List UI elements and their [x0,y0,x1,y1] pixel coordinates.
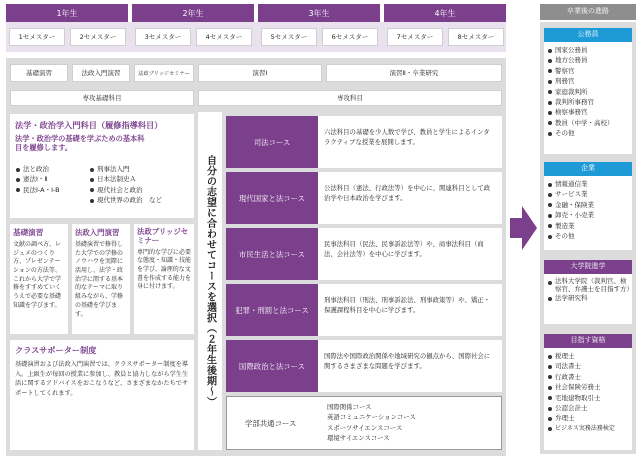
list-item: 検察事務官 [548,107,632,117]
list-item: 刑務官 [548,76,632,86]
common-course-box [226,396,502,450]
semester-4: 4セメスター [196,28,252,46]
list-item: 刑事法入門 [90,164,190,174]
common-course-name: 学部共通コース [245,418,297,428]
intro-seminar-text: 基礎演習で修得した大学での学修のノウハウを実際に活用し、法学・政治学に関する基本的なテーマに取り組みながら、学修の基礎を学びます。 [75,241,124,318]
career-grad-title: 大学院進学 [544,260,632,274]
class-supporter-text: 基礎演習および法政入門演習では、クラスサポーター制度を導入。上級生が毎回の授業に参加し、教員と協力しながら学生生活に関するアドバイスをおこなうなど、さまざまなかたちでサポートしてくれます。 [15,361,189,397]
course-judicial-desc: 六法科目の基礎を少人数で学び、教員と学生によるインタラクティブな授業を展開します。 [318,116,502,168]
list-item: 日本法制史Ａ [90,174,190,184]
list-item: サービス業 [548,189,632,199]
bridge-seminar-desc [134,224,194,334]
semester-7: 7セメスター [387,28,443,46]
list-item: 国家公務員 [548,45,632,55]
list-item: ビジネス実務法務検定 [548,424,632,434]
list-item: 国際関係コース [327,403,372,411]
course-international-desc: 国際法や国際政治関係や地域研究の観点から、国際社会に関するさまざまな問題を学びます。 [318,340,502,392]
list-item: 情報通信業 [548,179,632,189]
career-public [544,28,632,154]
arrow-right-icon [510,204,538,252]
list-item: 司法書士 [548,361,632,371]
list-item: 弁理士 [548,413,632,423]
course-judicial: 司法コース [226,116,318,168]
year-3: 3年生 [258,4,380,22]
major-subjects-label: 専攻科目 [198,90,502,106]
list-item: 家庭裁判所 [548,87,632,97]
list-item: 裁判所事務官 [548,97,632,107]
year-2: 2年生 [132,4,254,22]
career-qualification-list [544,348,632,434]
year-4: 4年生 [384,4,506,22]
career-public-title: 公務員 [544,28,632,42]
list-item: 現代世界の政治 など [90,195,190,205]
semester-3: 3セメスター [135,28,191,46]
list-item: 金融・保険業 [548,200,632,210]
list-item: その他 [548,128,632,138]
intro-seminar-title: 法政入門演習 [75,228,120,237]
intro-subjects-title: 法学・政治学入門科目（履修指導科目） [15,120,163,130]
list-item: 警察官 [548,66,632,76]
basic-seminar-title: 基礎演習 [13,228,44,237]
career-company-title: 企業 [544,162,632,176]
course-international: 国際政治と法コース [226,340,318,392]
semester-8: 8セメスター [448,28,504,46]
course-modern-state: 現代国家と法コース [226,172,318,224]
semester-2: 2セメスター [70,28,126,46]
list-item: 法と政治 [16,164,96,174]
course-crime-desc: 刑事法科目（刑法、刑事訴訟法、刑事政策等）や、矯正・保護課程科目を中心に学びます。 [318,284,502,336]
semester-6: 6セメスター [322,28,378,46]
basic-seminar-text: 文献の調べ方、レジュメのつくり方、プレゼンテーションの方法等、これから大学で学修をすすめていくうえで必要な基礎知識を学びます。 [13,241,62,309]
career-company-list [544,176,632,241]
career-grad-list [544,274,632,303]
year-1: 1年生 [6,4,128,22]
course-crime: 犯罪・刑罰と法コース [226,284,318,336]
seminar-1: 演習Ⅰ [198,64,322,82]
intro-subjects-box [10,114,194,218]
career-company [544,162,632,250]
course-selection-note [198,112,222,450]
course-civil-life-desc: 民事法科目（民法、民事訴訟法等）や、商事法科目（商法、会社法等）を中心に学びます。 [318,228,502,280]
seminar-basic: 基礎演習 [10,64,68,82]
seminar-2: 演習Ⅱ・卒業研究 [326,64,502,82]
semester-1: 1セメスター [9,28,65,46]
list-item: 宅地建物取引士 [548,393,632,403]
list-item: 行政書士 [548,372,632,382]
course-selection-text: 自分の志望に合わせてコースを選択（２年生後期～） [204,155,216,407]
bridge-seminar-title: 法政ブリッジセミナー [137,227,189,246]
common-course-list [327,402,416,444]
class-supporter-title: クラスサポーター制度 [15,345,97,355]
seminar-intro: 法政入門演習 [72,64,130,82]
list-item: 教員（中学・高校） [548,118,632,128]
list-item: 法学研究科 [548,294,630,304]
course-civil-life: 市民生活と法コース [226,228,318,280]
bridge-seminar-text: 専門的な学びに必要な態度・知識・技能を学び、論理的な文書を作成する能力を身に付けます。 [137,248,192,291]
list-item: 地方公務員 [548,55,632,65]
basic-seminar-desc [10,224,68,334]
basic-subjects-label: 専攻基礎科目 [10,90,194,106]
career-qualification-title: 目指す資格 [544,334,632,348]
list-item: その他 [548,231,632,241]
intro-subjects-list-left [16,164,96,195]
list-item: 英語コミュニケーションコース [327,413,416,422]
list-item: 環境サイエンスコース [327,434,390,443]
career-grad [544,260,632,324]
list-item: スポーツサイエンスコース [327,423,403,432]
list-item: 税理士 [548,351,632,361]
list-item: 民法Ⅰ-A・Ⅰ-B [16,185,96,195]
intro-subjects-subtitle: 法学・政治学の基礎を学ぶための基本科目を履修します。 [15,134,145,153]
list-item: 現代社会と政治 [90,185,190,195]
class-supporter-box [10,340,194,450]
list-item: 法科大学院（裁判官、検察官、弁護士を目指す方） [548,277,630,294]
course-modern-state-desc: 公法科目（憲法、行政法等）を中心に、関連科目として政治学や日本政治を学びます。 [318,172,502,224]
list-item: 憲法Ⅰ・Ⅱ [16,174,96,184]
list-item: 卸売・小売業 [548,210,632,220]
list-item: 社会保険労務士 [548,382,632,392]
seminar-bridge: 法政ブリッジセミナー [134,64,194,82]
intro-seminar-desc [72,224,130,334]
career-qualification [544,334,632,450]
career-public-list [544,42,632,139]
intro-subjects-list-right [90,164,190,206]
list-item: 公認会計士 [548,403,632,413]
career-title: 卒業後の進路 [540,4,636,20]
semester-5: 5セメスター [261,28,317,46]
list-item: 製造業 [548,221,632,231]
